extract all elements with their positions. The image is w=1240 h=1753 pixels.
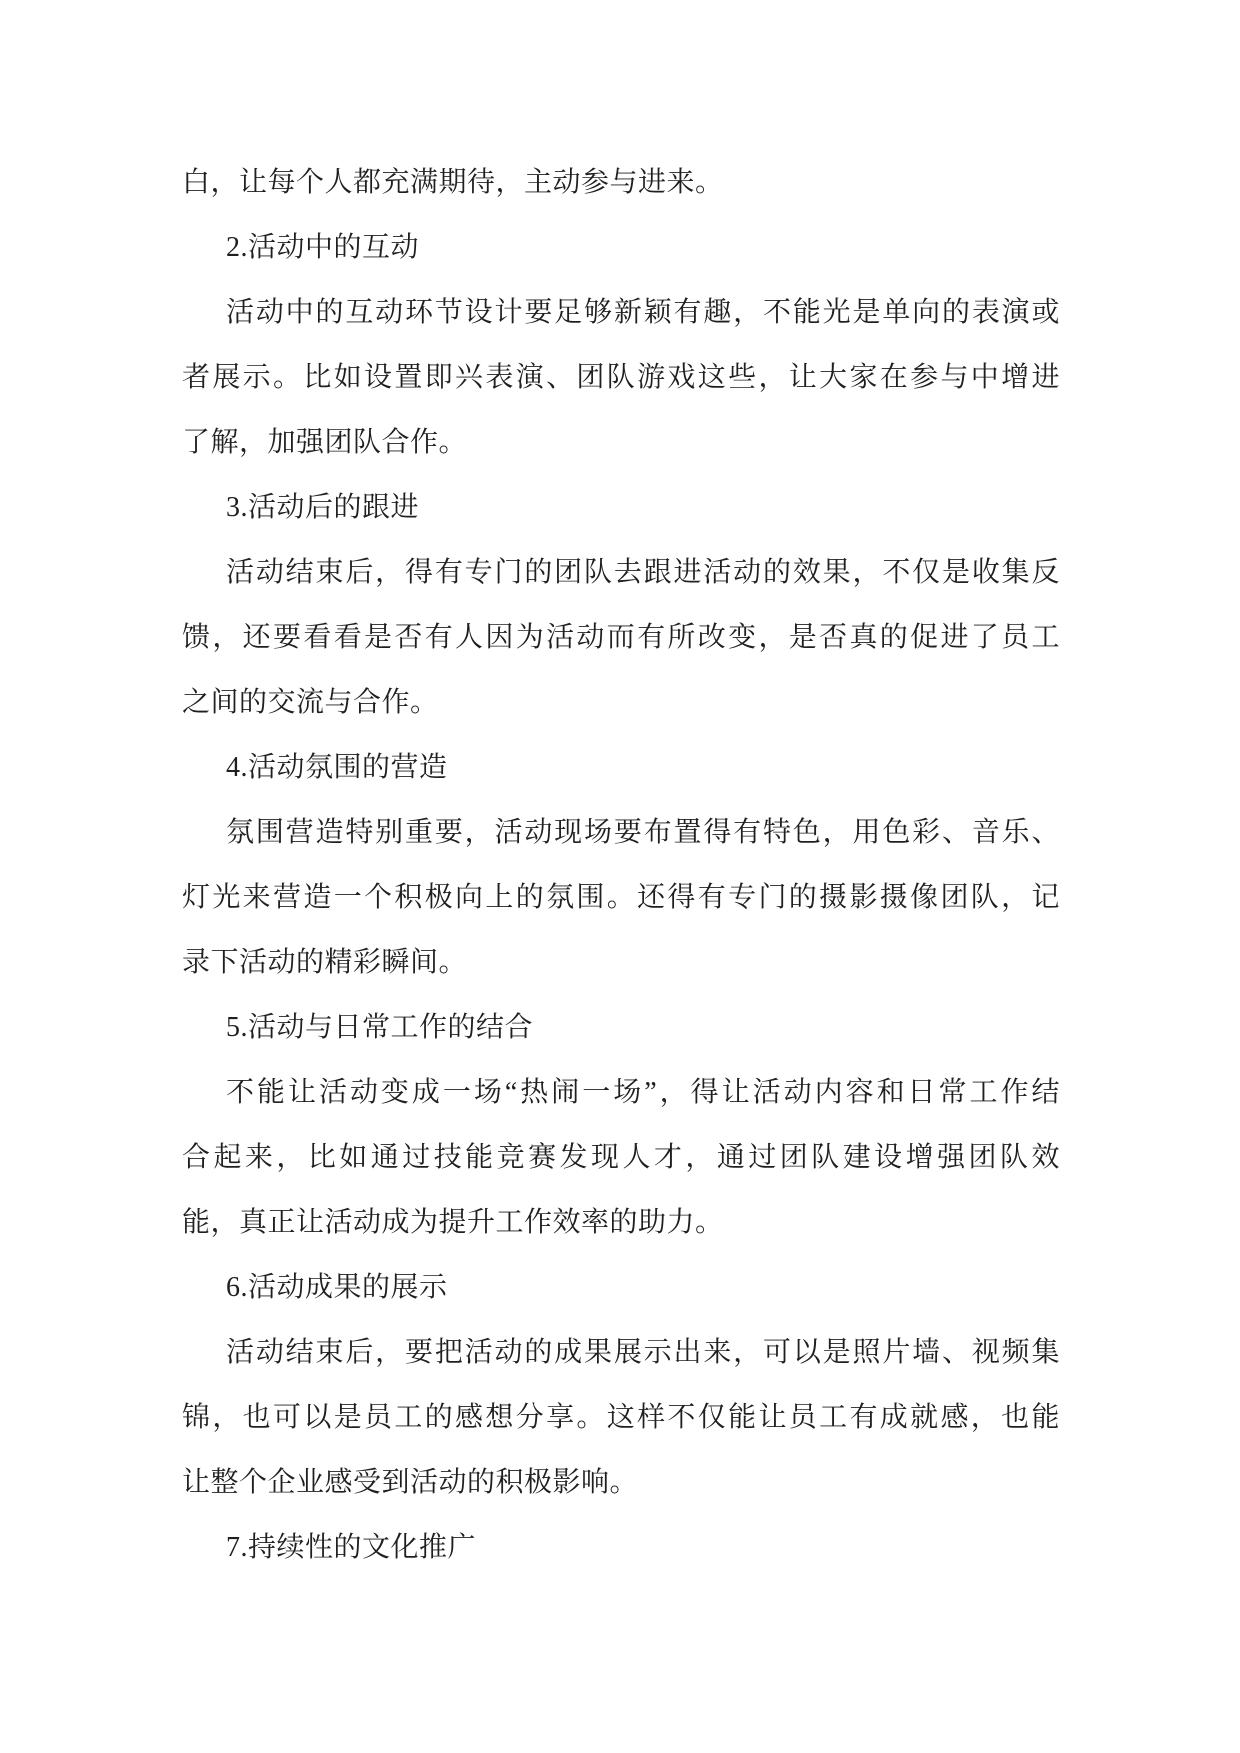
section-heading: 5.活动与日常工作的结合 xyxy=(226,1012,534,1043)
section-heading: 7.持续性的文化推广 xyxy=(226,1532,477,1563)
text-line: 灯光来营造一个积极向上的氛围。还得有专门的摄影摄像团队，记 xyxy=(182,882,1060,913)
text-line: 让整个企业感受到活动的积极影响。 xyxy=(182,1467,639,1498)
section-heading: 3.活动后的跟进 xyxy=(226,492,420,523)
text-line: 能，真正让活动成为提升工作效率的助力。 xyxy=(182,1207,724,1238)
text-line: 馈，还要看看是否有人因为活动而有所改变，是否真的促进了员工 xyxy=(182,622,1060,653)
text-line: 活动中的互动环节设计要足够新颖有趣，不能光是单向的表演或 xyxy=(226,297,1060,328)
text-line: 不能让活动变成一场“热闹一场”，得让活动内容和日常工作结 xyxy=(226,1077,1060,1108)
section-heading: 6.活动成果的展示 xyxy=(226,1272,448,1303)
text-line: 录下活动的精彩瞬间。 xyxy=(182,947,468,978)
text-line: 锦，也可以是员工的感想分享。这样不仅能让员工有成就感，也能 xyxy=(182,1402,1060,1433)
document-content xyxy=(182,150,1060,1580)
text-line: 活动结束后，得有专门的团队去跟进活动的效果，不仅是收集反 xyxy=(226,557,1060,588)
text-line: 氛围营造特别重要，活动现场要布置得有特色，用色彩、音乐、 xyxy=(226,817,1060,848)
section-heading: 4.活动氛围的营造 xyxy=(226,752,448,783)
section-heading: 2.活动中的互动 xyxy=(226,232,420,263)
text-line: 之间的交流与合作。 xyxy=(182,687,439,718)
text-line: 者展示。比如设置即兴表演、团队游戏这些，让大家在参与中增进 xyxy=(182,362,1060,393)
text-line: 了解，加强团队合作。 xyxy=(182,427,468,458)
text-line: 合起来，比如通过技能竞赛发现人才，通过团队建设增强团队效 xyxy=(182,1142,1060,1173)
text-line: 白，让每个人都充满期待，主动参与进来。 xyxy=(182,167,724,198)
text-line: 活动结束后，要把活动的成果展示出来，可以是照片墙、视频集 xyxy=(226,1337,1060,1368)
